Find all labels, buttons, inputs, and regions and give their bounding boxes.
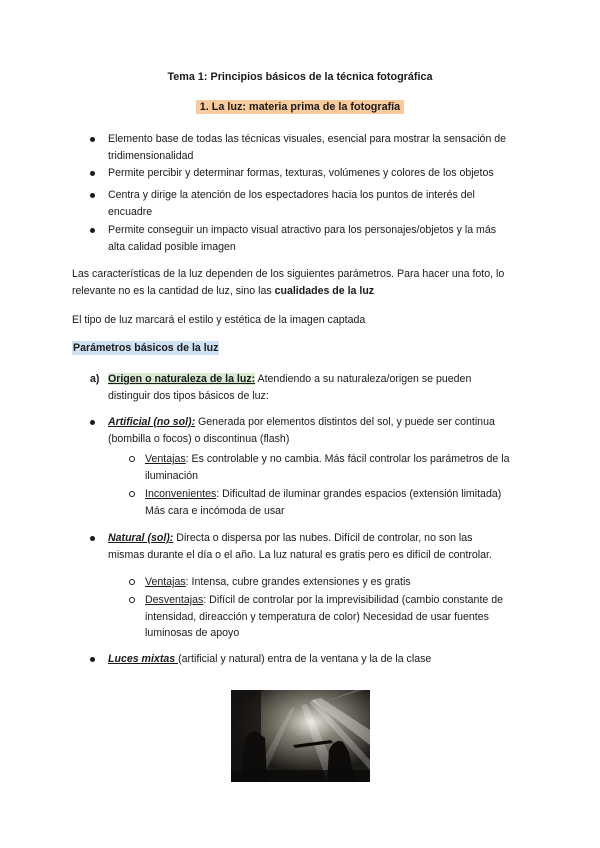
light-photo-image	[231, 690, 370, 782]
bullet-dot-icon	[88, 414, 96, 431]
bullet-dot-icon	[88, 530, 96, 547]
bullet-dot-icon	[88, 222, 96, 239]
natural-desventajas: Desventajas: Difícil de controlar por la imprevisibilidad (cambio constante de intensidad, direacción y temperatura de color) Necesidad de usar fuentes luminosas de apoyo	[145, 594, 503, 639]
item-artificial: Artificial (no sol): Generada por elementos distintos del sol, y puede ser continua (bombilla o focos) o discontinua (flash)	[108, 416, 495, 445]
item-mixtas: Luces mixtas (artificial y natural) entra de la ventana y la de la clase	[108, 653, 432, 665]
section-heading	[0, 99, 600, 116]
list-marker-a: a)	[90, 373, 100, 385]
natural-label: Natural (sol):	[108, 532, 174, 544]
paragraph-characteristics: Las características de la luz dependen de los siguientes parámetros. Para hacer una foto, lo relevante no es la cantidad de luz, sino las cualidades de la luz	[72, 268, 505, 297]
section-heading-text: 1. La luz: materia prima de la fotografía	[196, 100, 404, 114]
bold-phrase: cualidades de la luz	[274, 284, 375, 297]
bullet-dot-icon	[88, 131, 96, 148]
bullet-dot-icon	[88, 187, 96, 204]
item-origin: Origen o naturaleza de la luz: Atendiendo a su naturaleza/origen se pueden distinguir dos tipos básicos de luz:	[108, 373, 472, 402]
natural-ventajas: Ventajas: Intensa, cubre grandes extensiones y es gratis	[145, 576, 411, 588]
list-item: Elemento base de todas las técnicas visuales, esencial para mostrar la sensación de tridimensionalidad	[108, 133, 507, 162]
list-item: Permite percibir y determinar formas, texturas, volúmenes y colores de los objetos	[108, 167, 494, 179]
params-heading: Parámetros básicos de la luz	[73, 342, 219, 354]
mixtas-label: Luces mixtas	[108, 653, 179, 665]
bullet-circle-icon	[128, 574, 136, 591]
artificial-ventajas: Ventajas: Es controlable y no cambia. Más fácil controlar los parámetros de la iluminación	[145, 453, 510, 482]
bullet-circle-icon	[128, 451, 136, 468]
bullet-circle-icon	[128, 486, 136, 503]
artificial-inconvenientes: Inconvenientes: Dificultad de iluminar grandes espacios (extensión limitada) Más cara e incómoda de usar	[145, 488, 502, 517]
bullet-dot-icon	[88, 165, 96, 182]
origin-heading: Origen o naturaleza de la luz:	[108, 373, 256, 385]
paragraph-style: El tipo de luz marcará el estilo y estética de la imagen captada	[72, 314, 366, 326]
list-item: Permite conseguir un impacto visual atractivo para los personajes/objetos y la más alta calidad posible imagen	[108, 224, 497, 253]
list-item: Centra y dirige la atención de los espectadores hacia los puntos de interés del encuadre	[108, 189, 475, 218]
bullet-circle-icon	[128, 592, 136, 609]
item-natural: Natural (sol): Directa o dispersa por las nubes. Difícil de controlar, no son las mismas durante el día o el año. La luz natural es gratis pero es difícil de controlar.	[108, 532, 492, 561]
document-title: Tema 1: Principios básicos de la técnica fotográfica	[167, 71, 433, 83]
bullet-dot-icon	[88, 651, 96, 668]
artificial-label: Artificial (no sol):	[108, 416, 196, 428]
